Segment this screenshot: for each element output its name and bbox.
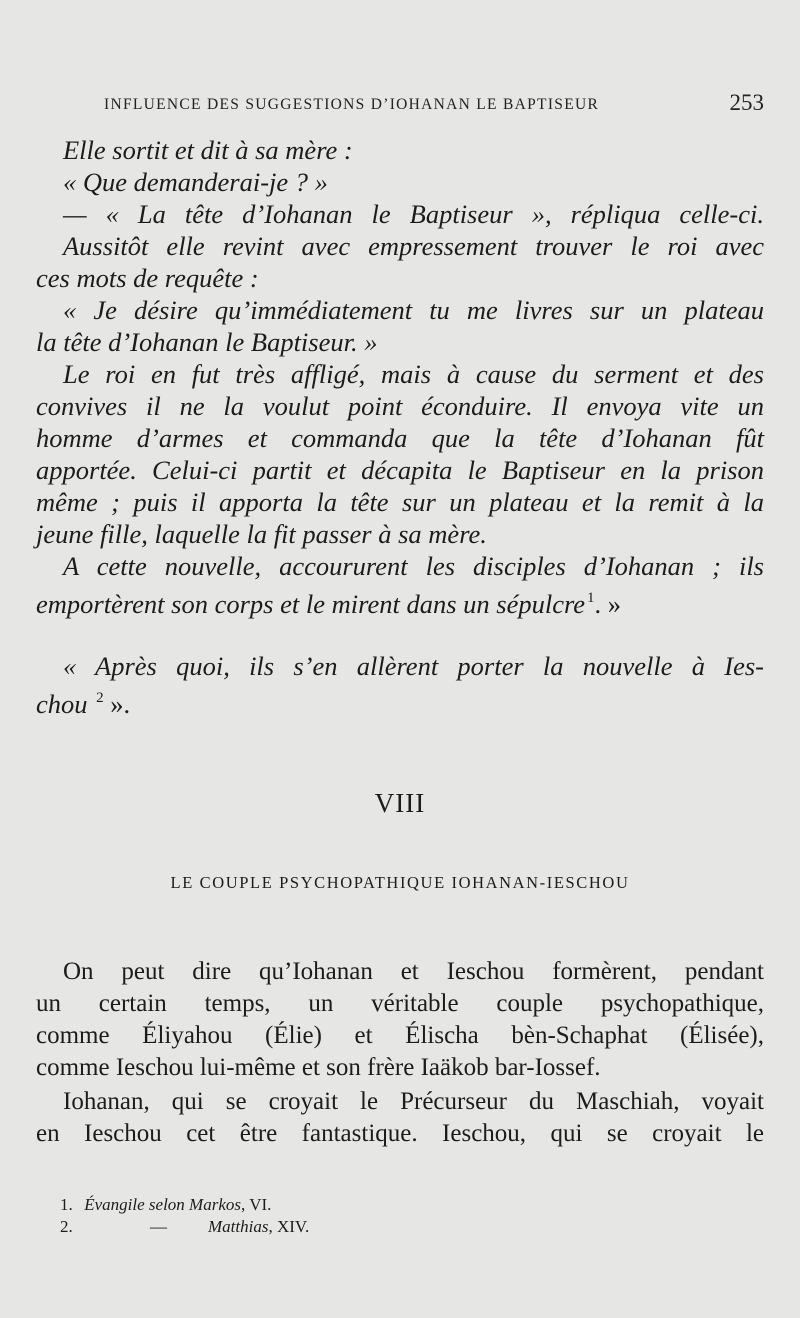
text-line-sepulcre <box>36 582 764 620</box>
footnote-2 <box>60 1216 309 1238</box>
body-line: en Ieschou cet être fantastique. Ieschou, qui se croyait le <box>36 1120 764 1147</box>
page-header <box>104 92 764 120</box>
chapter-title: LE COUPLE PSYCHOPATHIQUE IOHANAN-IESCHOU <box>170 873 630 892</box>
footnote-source: Évangile selon Markos <box>84 1195 241 1214</box>
text-line: Le roi en fut très affligé, mais à cause du serment et des <box>63 359 764 389</box>
text-line: — « La tête d’Iohanan le Baptiseur », répliqua celle-ci. <box>63 199 764 229</box>
body-line: un certain temps, un véritable couple psychopathique, <box>36 990 764 1017</box>
chapter-number: VIII <box>374 788 426 818</box>
running-title: INFLUENCE DES SUGGESTIONS D’IOHANAN LE BAPTISEUR <box>104 96 600 113</box>
text-line: la tête d’Iohanan le Baptiseur. » <box>36 327 378 357</box>
text-line: jeune fille, laquelle la fit passer à sa mère. <box>36 519 487 549</box>
line-ending: ». <box>103 689 131 719</box>
body-line: Iohanan, qui se croyait le Précurseur du Maschiah, voyait <box>63 1088 764 1115</box>
footnote-ditto: — <box>150 1217 167 1236</box>
footnote-number: 1. <box>60 1195 73 1214</box>
text-line: A cette nouvelle, accoururent les disciples d’Iohanan ; ils <box>63 551 764 581</box>
text-line-content: chou <box>36 689 88 719</box>
text-line: « Que demanderai-je ? » <box>63 167 328 197</box>
footnote-ref: , VI. <box>241 1195 272 1214</box>
footnote-source: Matthias <box>208 1217 269 1236</box>
text-line: Elle sortit et dit à sa mère : <box>63 135 353 165</box>
text-line: apportée. Celui-ci partit et décapita le Baptiseur en la prison <box>36 455 764 485</box>
body-line: comme Ieschou lui-même et son frère Iaäkob bar-Iossef. <box>36 1054 601 1081</box>
footnote-ref-1: 1 <box>587 590 595 606</box>
text-line: « Après quoi, ils s’en allèrent porter la nouvelle à Ies- <box>63 651 764 681</box>
line-ending: . » <box>594 589 622 619</box>
text-line: même ; puis il apporta la tête sur un plateau et la remit à la <box>36 487 764 517</box>
text-line: homme d’armes et commanda que la tête d’Iohanan fût <box>36 423 764 453</box>
body-line: comme Éliyahou (Élie) et Élischa bèn-Schaphat (Élisée), <box>36 1022 764 1049</box>
text-line-chou <box>36 682 764 720</box>
text-line-content: emportèrent son corps et le mirent dans un sépulcre <box>36 589 586 619</box>
text-line: « Je désire qu’immédiatement tu me livres sur un plateau <box>63 295 764 325</box>
page-number: 253 <box>729 90 764 115</box>
text-line: convives il ne la voulut point éconduire. Il envoya vite un <box>36 391 764 421</box>
footnote-ref-2: 2 <box>96 690 104 706</box>
footnote-1 <box>60 1194 271 1216</box>
body-line: On peut dire qu’Iohanan et Ieschou formèrent, pendant <box>63 958 764 985</box>
text-line: Aussitôt elle revint avec empressement trouver le roi avec <box>63 231 764 261</box>
footnote-ref: , XIV. <box>268 1217 310 1236</box>
footnote-number: 2. <box>60 1217 73 1236</box>
text-line: ces mots de requête : <box>36 263 259 293</box>
